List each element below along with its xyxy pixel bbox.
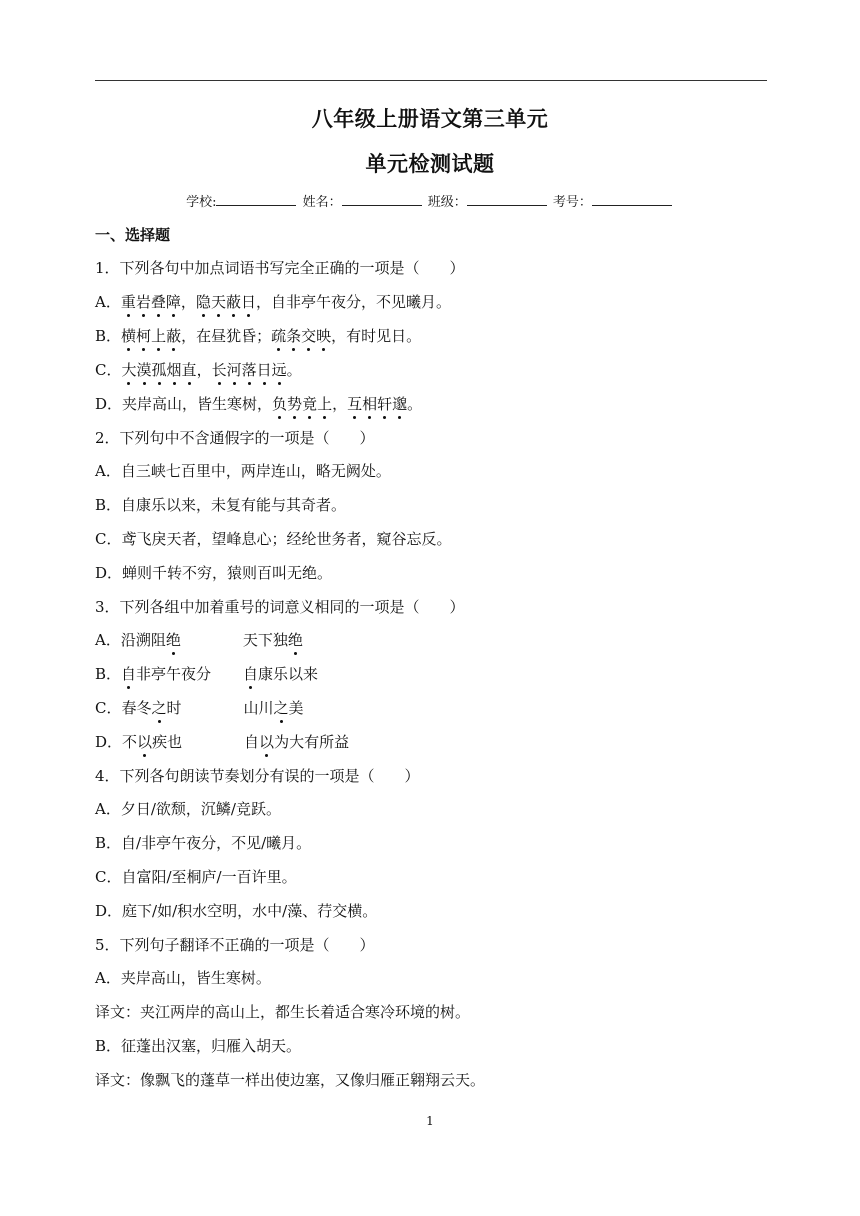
option-text: ， — [332, 395, 348, 413]
exam-no-label: 考号： — [552, 195, 592, 210]
emphasized-char: 映 — [316, 323, 331, 349]
emphasized-char: 自 — [121, 661, 136, 687]
emphasized-char: 上 — [151, 323, 166, 349]
option-label: B． — [95, 327, 122, 345]
emphasized-char: 以 — [259, 729, 274, 755]
name-label: 姓名： — [302, 195, 342, 210]
option-left-phrase — [121, 695, 243, 721]
option-text: ， — [180, 293, 196, 311]
phrase-text: 时 — [166, 699, 182, 717]
question-5-translation-a: 译文：夹江两岸的高山上，都生长着适合寒冷环境的树。 — [95, 1003, 471, 1021]
option-text: D．夹岸高山，皆生寒树， — [95, 395, 273, 413]
question-1-option-c — [95, 357, 775, 391]
question-2-stem: 2．下列句中不含通假字的一项是（ ） — [95, 429, 375, 447]
question-1-option-d — [95, 391, 775, 425]
question-1-option-a — [95, 289, 775, 323]
option-text: ，自非亭午夜分，不见曦月。 — [255, 293, 451, 311]
emphasized-word — [196, 293, 256, 311]
option-text: 。 — [286, 361, 302, 379]
emphasized-char: 天 — [211, 289, 226, 315]
emphasized-char: 烟 — [167, 357, 182, 383]
emphasized-char: 条 — [286, 323, 301, 349]
option-right-phrase — [243, 699, 303, 717]
option-right-phrase — [244, 733, 349, 751]
emphasized-char: 重 — [121, 289, 136, 315]
question-3-option-a — [95, 627, 775, 661]
emphasized-char: 绝 — [288, 627, 303, 653]
emphasized-char: 相 — [362, 391, 377, 417]
question-5-option-a: A．夹岸高山，皆生寒树。 — [95, 969, 271, 987]
emphasized-char: 轩 — [377, 391, 392, 417]
phrase-text: 沿溯阻 — [120, 631, 166, 649]
class-label: 班级： — [427, 195, 467, 210]
question-2-option-b: B．自康乐以来，未复有能与其奇者。 — [95, 496, 347, 514]
page-number: 1 — [426, 1114, 434, 1128]
phrase-text: 康乐以来 — [258, 665, 319, 683]
phrase-text: 春冬 — [121, 699, 152, 717]
emphasized-word — [121, 293, 181, 311]
student-info-line — [0, 191, 860, 210]
phrase-text: 自 — [244, 733, 260, 751]
question-3-option-b — [95, 661, 775, 695]
question-5-stem: 5．下列句子翻译不正确的一项是（ ） — [95, 936, 375, 954]
emphasized-word — [272, 395, 332, 413]
phrase-text: 非亭午夜分 — [136, 665, 212, 683]
emphasized-char: 柯 — [136, 323, 151, 349]
emphasized-word — [347, 395, 407, 413]
emphasized-char: 远 — [272, 357, 287, 383]
document-title: 八年级上册语文第三单元 — [311, 107, 549, 131]
emphasized-char: 日 — [257, 357, 272, 383]
emphasized-char: 上 — [317, 391, 332, 417]
option-label: C． — [95, 361, 122, 379]
question-4-option-c: C．自富阳/至桐庐/一百许里。 — [95, 868, 297, 886]
option-text: 。 — [407, 395, 423, 413]
name-blank[interactable] — [342, 193, 422, 206]
phrase-text: 天下独 — [242, 631, 288, 649]
school-blank[interactable] — [216, 193, 296, 206]
document-subtitle: 单元检测试题 — [365, 152, 495, 176]
emphasized-char: 互 — [347, 391, 362, 417]
question-4-stem: 4．下列各句朗读节奏划分有误的一项是（ ） — [95, 767, 420, 785]
emphasized-char: 日 — [241, 289, 256, 315]
emphasized-char: 河 — [227, 357, 242, 383]
question-3-option-c — [95, 695, 775, 729]
question-4-option-b: B．自/非亭午夜分，不见/曦月。 — [95, 834, 312, 852]
emphasized-char: 直 — [182, 357, 197, 383]
question-3-stem: 3．下列各组中加着重号的词意义相同的一项是（ ） — [95, 598, 465, 616]
option-left-phrase — [121, 627, 243, 653]
option-left-phrase — [122, 729, 244, 755]
emphasized-char: 绝 — [166, 627, 181, 653]
question-1-option-b — [95, 323, 775, 357]
question-4-option-a: A．夕日/欲颓，沉鳞/竞跃。 — [95, 800, 281, 818]
emphasized-char: 疏 — [271, 323, 286, 349]
emphasized-char: 孤 — [152, 357, 167, 383]
exam-no-blank[interactable] — [592, 193, 672, 206]
emphasized-char: 自 — [243, 661, 258, 687]
emphasized-char: 之 — [152, 695, 167, 721]
option-label: A． — [95, 293, 121, 311]
option-text: ， — [196, 361, 212, 379]
emphasized-word — [121, 361, 196, 379]
emphasized-char: 大 — [121, 357, 136, 383]
header-rule — [95, 80, 767, 81]
emphasized-char: 以 — [137, 729, 152, 755]
phrase-text: 山川 — [243, 699, 274, 717]
option-label: B． — [95, 665, 122, 683]
option-right-phrase — [243, 665, 318, 683]
emphasized-char: 落 — [242, 357, 257, 383]
question-2-option-a: A．自三峡七百里中，两岸连山，略无阙处。 — [95, 462, 391, 480]
school-label: 学校: — [186, 195, 217, 210]
option-text: ，在昼犹昏； — [181, 327, 272, 345]
emphasized-char: 岩 — [136, 289, 151, 315]
emphasized-char: 交 — [301, 323, 316, 349]
emphasized-word — [121, 327, 181, 345]
question-3-option-d — [95, 729, 775, 763]
question-5-translation-b: 译文：像飘飞的蓬草一样出使边塞，又像归雁正翱翔云天。 — [95, 1071, 486, 1089]
class-blank[interactable] — [467, 193, 547, 206]
phrase-text: 疾也 — [152, 733, 183, 751]
emphasized-char: 横 — [121, 323, 136, 349]
question-5-option-b: B．征蓬出汉塞，归雁入胡天。 — [95, 1037, 302, 1055]
emphasized-char: 负 — [272, 391, 287, 417]
question-2-option-d: D．蝉则千转不穷，猿则百叫无绝。 — [95, 564, 333, 582]
phrase-text: 美 — [288, 699, 304, 717]
emphasized-char: 竟 — [302, 391, 317, 417]
emphasized-char: 蔽 — [166, 323, 181, 349]
option-label: C． — [95, 699, 122, 717]
emphasized-char: 蔽 — [226, 289, 241, 315]
emphasized-char: 漠 — [137, 357, 152, 383]
phrase-text: 不 — [122, 733, 138, 751]
option-label: D． — [95, 733, 123, 751]
emphasized-char: 隐 — [196, 289, 211, 315]
emphasized-word — [271, 327, 331, 345]
phrase-text: 为大有所益 — [274, 733, 350, 751]
option-label: A． — [95, 631, 121, 649]
emphasized-char: 邈 — [392, 391, 407, 417]
emphasized-char: 之 — [274, 695, 289, 721]
section-heading: 一、选择题 — [95, 226, 171, 244]
emphasized-char: 势 — [287, 391, 302, 417]
question-2-option-c: C．鸢飞戾天者，望峰息心；经纶世务者，窥谷忘反。 — [95, 530, 452, 548]
option-right-phrase — [243, 631, 303, 649]
question-4-option-d: D．庭下/如/积水空明，水中/藻、荇交横。 — [95, 902, 378, 920]
question-1-stem: 1．下列各句中加点词语书写完全正确的一项是（ ） — [95, 259, 465, 277]
emphasized-char: 长 — [212, 357, 227, 383]
question-list — [95, 255, 775, 1101]
option-text: ，有时见日。 — [331, 327, 422, 345]
emphasized-char: 障 — [166, 289, 181, 315]
emphasized-word — [212, 361, 287, 379]
option-left-phrase — [121, 661, 243, 687]
emphasized-char: 叠 — [151, 289, 166, 315]
